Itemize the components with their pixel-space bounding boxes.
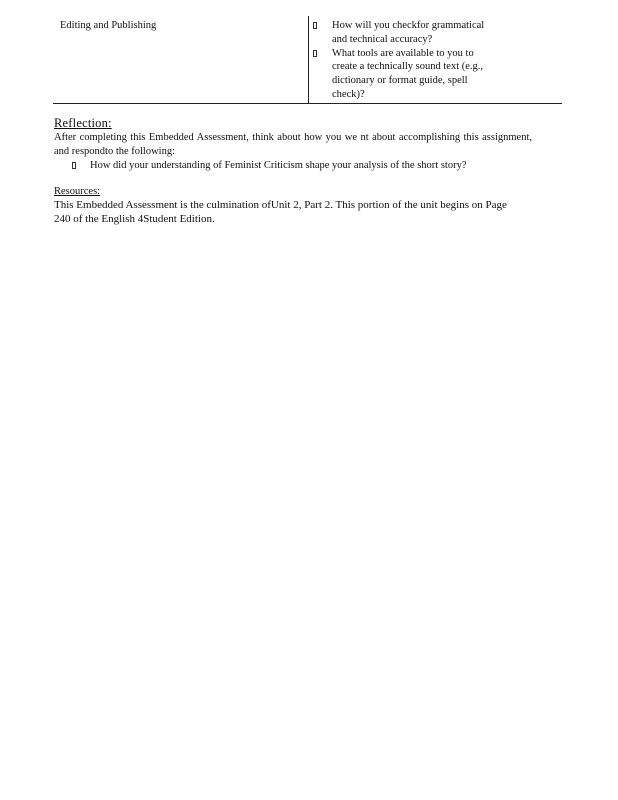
list-item	[313, 47, 498, 102]
table-column-divider	[308, 16, 309, 104]
resources-heading: Resources:	[54, 186, 101, 197]
question-text: How will you checkfor grammatical and technical accuracy?	[332, 20, 485, 45]
reflection-paragraph: After completing this Embedded Assessment, think about how you we nt about accomplishing this assignment, and respondto the following:	[54, 132, 532, 157]
box-bullet-icon	[72, 162, 76, 169]
reflection-question	[72, 159, 467, 173]
question-text: What tools are available to you to create a technically sound text (e.g., dictionary or format guide, spell check)?	[332, 47, 484, 100]
stage-label: Editing and Publishing	[60, 20, 157, 31]
table-bottom-border	[53, 103, 562, 104]
reflection-question-text: How did your understanding of Feminist Criticism shape your analysis of the short story?	[90, 160, 467, 171]
editing-questions-list	[313, 19, 498, 102]
resources-paragraph: This Embedded Assessment is the culmination ofUnit 2, Part 2. This portion of the unit begins on Page 240 of the English 4Student Edition.	[54, 199, 507, 225]
reflection-heading: Reflection:	[54, 116, 112, 130]
list-item	[313, 19, 498, 47]
box-bullet-icon	[313, 22, 317, 29]
box-bullet-icon	[313, 50, 317, 57]
